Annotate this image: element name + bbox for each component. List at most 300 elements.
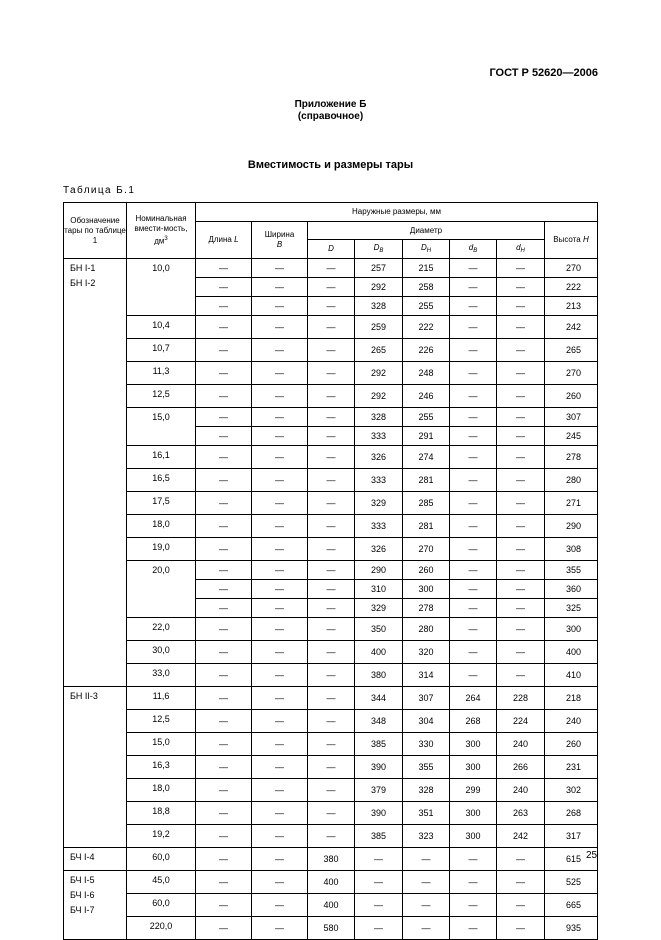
diameter-db-cell: 400 — [355, 641, 403, 664]
diameter-small-dh-cell: 228 — [497, 687, 545, 710]
width-cell: — — [252, 469, 308, 492]
table-row — [64, 871, 598, 894]
diameter-small-db-cell: 299 — [450, 779, 497, 802]
diameter-d-cell: — — [308, 599, 355, 618]
diameter-small-dh-cell: — — [497, 561, 545, 580]
height-cell: 280 — [545, 469, 598, 492]
width-cell: — — [252, 618, 308, 641]
length-cell: — — [196, 779, 252, 802]
diameter-small-db-cell: 300 — [450, 733, 497, 756]
designation-label: БЧ I-7 — [70, 905, 95, 915]
table-row — [64, 687, 598, 710]
diameter-small-dh-cell: — — [497, 492, 545, 515]
diameter-d-cell: — — [308, 446, 355, 469]
diameter-small-dh-cell: — — [497, 446, 545, 469]
diameter-dh-cell: 351 — [403, 802, 450, 825]
diameter-small-db-cell: — — [450, 427, 497, 446]
capacity-cell: 16,3 — [127, 756, 196, 779]
height-cell: 317 — [545, 825, 598, 848]
diameter-d-cell: — — [308, 733, 355, 756]
diameter-d-cell: — — [308, 580, 355, 599]
diameter-dh-cell: 291 — [403, 427, 450, 446]
diameter-d-cell: — — [308, 362, 355, 385]
diameter-small-dh-cell: 240 — [497, 779, 545, 802]
length-cell: — — [196, 848, 252, 871]
height-cell: 307 — [545, 408, 598, 427]
width-cell: — — [252, 427, 308, 446]
length-cell: — — [196, 515, 252, 538]
diameter-d-cell: — — [308, 779, 355, 802]
diameter-dh-cell: 215 — [403, 259, 450, 278]
height-cell: 355 — [545, 561, 598, 580]
diameter-small-dh-cell: — — [497, 871, 545, 894]
length-cell: — — [196, 316, 252, 339]
diameter-small-dh-cell: 263 — [497, 802, 545, 825]
designation-label: БЧ I-6 — [70, 890, 95, 900]
diameter-small-dh-cell: — — [497, 515, 545, 538]
diameter-small-dh-cell: — — [497, 917, 545, 940]
capacity-cell: 11,6 — [127, 687, 196, 710]
diameter-d-cell: — — [308, 469, 355, 492]
width-cell: — — [252, 802, 308, 825]
diameter-small-db-cell: — — [450, 917, 497, 940]
diameter-dh-cell: 255 — [403, 297, 450, 316]
diameter-small-db-cell: — — [450, 848, 497, 871]
diameter-db-cell: 333 — [355, 515, 403, 538]
width-cell: — — [252, 297, 308, 316]
diameter-db-cell: 333 — [355, 469, 403, 492]
diameter-d-cell: — — [308, 802, 355, 825]
diameter-small-dh-cell: — — [497, 580, 545, 599]
table-row — [64, 802, 598, 825]
height-cell: 325 — [545, 599, 598, 618]
width-cell: — — [252, 561, 308, 580]
width-cell: — — [252, 848, 308, 871]
diameter-small-db-cell: — — [450, 259, 497, 278]
diameter-small-db-cell: — — [450, 385, 497, 408]
diameter-db-cell: 257 — [355, 259, 403, 278]
diameter-db-cell: 328 — [355, 297, 403, 316]
diameter-d-cell: — — [308, 710, 355, 733]
capacity-cell: 30,0 — [127, 641, 196, 664]
height-cell: 290 — [545, 515, 598, 538]
diameter-small-db-cell: — — [450, 492, 497, 515]
diameter-small-db-cell: — — [450, 408, 497, 427]
length-cell: — — [196, 339, 252, 362]
capacity-cell: 12,5 — [127, 385, 196, 408]
diameter-small-db-cell: — — [450, 599, 497, 618]
diameter-small-dh-cell: 240 — [497, 733, 545, 756]
table-row — [64, 492, 598, 515]
width-cell: — — [252, 641, 308, 664]
diameter-dh-cell: 285 — [403, 492, 450, 515]
height-cell: 268 — [545, 802, 598, 825]
table-row — [64, 469, 598, 492]
table-row — [64, 339, 598, 362]
width-cell: — — [252, 362, 308, 385]
diameter-db-cell: 290 — [355, 561, 403, 580]
diameter-small-db-cell: — — [450, 469, 497, 492]
width-cell: — — [252, 580, 308, 599]
height-cell: 213 — [545, 297, 598, 316]
height-cell: 260 — [545, 385, 598, 408]
length-cell: — — [196, 917, 252, 940]
diameter-small-db-cell: — — [450, 297, 497, 316]
diameter-small-dh-cell: — — [497, 538, 545, 561]
diameter-db-cell: 350 — [355, 618, 403, 641]
length-cell: — — [196, 469, 252, 492]
diameter-small-db-cell: 264 — [450, 687, 497, 710]
width-cell: — — [252, 871, 308, 894]
diameter-small-db-cell: — — [450, 339, 497, 362]
diameter-small-dh-cell: — — [497, 599, 545, 618]
length-cell: — — [196, 871, 252, 894]
height-cell: 260 — [545, 733, 598, 756]
diameter-dh-cell: — — [403, 894, 450, 917]
designation-cell — [64, 871, 127, 940]
header-diameter-d: D — [308, 240, 355, 259]
table-row — [64, 664, 598, 687]
diameter-small-dh-cell: — — [497, 848, 545, 871]
width-cell: — — [252, 408, 308, 427]
diameter-small-db-cell: — — [450, 664, 497, 687]
width-cell: — — [252, 599, 308, 618]
diameter-small-db-cell: — — [450, 278, 497, 297]
designation-label: БН I-1 — [70, 263, 96, 273]
length-cell: — — [196, 427, 252, 446]
diameter-dh-cell: 258 — [403, 278, 450, 297]
capacity-cell: 10,0 — [127, 259, 196, 316]
header-length: Длина L — [196, 222, 252, 259]
length-cell: — — [196, 825, 252, 848]
diameter-dh-cell: 274 — [403, 446, 450, 469]
capacity-cell: 15,0 — [127, 408, 196, 446]
table-body — [64, 259, 598, 940]
height-cell: 615 — [545, 848, 598, 871]
diameter-d-cell: — — [308, 641, 355, 664]
table-row — [64, 848, 598, 871]
diameter-small-dh-cell: — — [497, 316, 545, 339]
diameter-small-dh-cell: — — [497, 894, 545, 917]
diameter-small-db-cell: 300 — [450, 825, 497, 848]
table-row — [64, 641, 598, 664]
length-cell: — — [196, 259, 252, 278]
length-cell: — — [196, 385, 252, 408]
diameter-small-dh-cell: — — [497, 362, 545, 385]
diameter-dh-cell: 307 — [403, 687, 450, 710]
length-cell: — — [196, 580, 252, 599]
appendix-title: Приложение Б — [294, 99, 367, 110]
diameter-small-dh-cell: — — [497, 259, 545, 278]
diameter-d-cell: — — [308, 561, 355, 580]
diameter-db-cell: 259 — [355, 316, 403, 339]
capacity-cell: 33,0 — [127, 664, 196, 687]
length-cell: — — [196, 561, 252, 580]
capacity-cell: 220,0 — [127, 917, 196, 940]
diameter-small-dh-cell: — — [497, 278, 545, 297]
table-row — [64, 779, 598, 802]
width-cell: — — [252, 492, 308, 515]
diameter-small-dh-cell: — — [497, 339, 545, 362]
width-cell: — — [252, 756, 308, 779]
diameter-dh-cell: 260 — [403, 561, 450, 580]
diameter-small-db-cell: — — [450, 538, 497, 561]
diameter-db-cell: — — [355, 871, 403, 894]
width-cell: — — [252, 385, 308, 408]
diameter-small-dh-cell: 242 — [497, 825, 545, 848]
diameter-small-dh-cell: 224 — [497, 710, 545, 733]
diameter-dh-cell: — — [403, 917, 450, 940]
table-row — [64, 618, 598, 641]
height-cell: 278 — [545, 446, 598, 469]
capacity-cell: 19,2 — [127, 825, 196, 848]
capacity-cell: 16,5 — [127, 469, 196, 492]
diameter-dh-cell: 280 — [403, 618, 450, 641]
diameter-db-cell: 348 — [355, 710, 403, 733]
diameter-dh-cell: 270 — [403, 538, 450, 561]
height-cell: 218 — [545, 687, 598, 710]
height-cell: 302 — [545, 779, 598, 802]
diameter-d-cell: — — [308, 538, 355, 561]
capacity-cell: 18,0 — [127, 779, 196, 802]
header-diameter-small-db: $d_В$ — [450, 240, 497, 259]
diameter-d-cell: — — [308, 825, 355, 848]
diameter-db-cell: 385 — [355, 733, 403, 756]
width-cell: — — [252, 515, 308, 538]
diameter-small-dh-cell: — — [497, 469, 545, 492]
diameter-d-cell: — — [308, 664, 355, 687]
diameter-d-cell: — — [308, 259, 355, 278]
width-cell: — — [252, 733, 308, 756]
diameter-d-cell: — — [308, 278, 355, 297]
diameter-d-cell: — — [308, 316, 355, 339]
capacity-cell: 10,7 — [127, 339, 196, 362]
diameter-d-cell: — — [308, 687, 355, 710]
diameter-small-dh-cell: — — [497, 297, 545, 316]
diameter-small-dh-cell: — — [497, 385, 545, 408]
capacity-cell: 60,0 — [127, 848, 196, 871]
capacity-cell: 12,5 — [127, 710, 196, 733]
diameter-d-cell: — — [308, 492, 355, 515]
length-cell: — — [196, 492, 252, 515]
page-number: 25 — [586, 850, 598, 861]
designation-cell — [64, 687, 127, 848]
designation-cell — [64, 848, 127, 871]
diameter-dh-cell: 246 — [403, 385, 450, 408]
diameter-db-cell: — — [355, 894, 403, 917]
length-cell: — — [196, 408, 252, 427]
height-cell: 400 — [545, 641, 598, 664]
diameter-db-cell: 379 — [355, 779, 403, 802]
diameter-d-cell: — — [308, 756, 355, 779]
diameter-small-dh-cell: — — [497, 427, 545, 446]
header-height: Высота H — [545, 222, 598, 259]
width-cell: — — [252, 316, 308, 339]
diameter-d-cell: — — [308, 427, 355, 446]
table-row — [64, 316, 598, 339]
diameter-db-cell: 329 — [355, 492, 403, 515]
height-cell: 270 — [545, 362, 598, 385]
diameter-db-cell: 329 — [355, 599, 403, 618]
table-row — [64, 825, 598, 848]
capacity-cell: 18,8 — [127, 802, 196, 825]
diameter-small-db-cell: — — [450, 515, 497, 538]
height-cell: 242 — [545, 316, 598, 339]
table-row — [64, 259, 598, 278]
designation-label: БЧ I-5 — [70, 875, 95, 885]
table-row — [64, 515, 598, 538]
diameter-small-db-cell: 300 — [450, 756, 497, 779]
length-cell: — — [196, 756, 252, 779]
diameter-d-cell: — — [308, 339, 355, 362]
capacity-cell: 20,0 — [127, 561, 196, 618]
diameter-db-cell: 385 — [355, 825, 403, 848]
table-row — [64, 362, 598, 385]
width-cell: — — [252, 339, 308, 362]
height-cell: 360 — [545, 580, 598, 599]
width-cell: — — [252, 278, 308, 297]
diameter-small-db-cell: — — [450, 561, 497, 580]
height-cell: 525 — [545, 871, 598, 894]
width-cell: — — [252, 538, 308, 561]
diameter-db-cell: — — [355, 848, 403, 871]
height-cell: 271 — [545, 492, 598, 515]
height-cell: 935 — [545, 917, 598, 940]
capacity-cell: 60,0 — [127, 894, 196, 917]
width-cell: — — [252, 779, 308, 802]
diameter-dh-cell: 314 — [403, 664, 450, 687]
diameter-db-cell: 326 — [355, 538, 403, 561]
diameter-db-cell: 292 — [355, 385, 403, 408]
diameter-db-cell: 310 — [355, 580, 403, 599]
header-diameter: Диаметр — [308, 222, 545, 240]
diameter-dh-cell: 248 — [403, 362, 450, 385]
capacity-cell: 10,4 — [127, 316, 196, 339]
diameter-dh-cell: 328 — [403, 779, 450, 802]
height-cell: 222 — [545, 278, 598, 297]
dimensions-table — [63, 202, 598, 940]
length-cell: — — [196, 641, 252, 664]
diameter-dh-cell: 355 — [403, 756, 450, 779]
diameter-d-cell: — — [308, 515, 355, 538]
capacity-cell: 18,0 — [127, 515, 196, 538]
height-cell: 410 — [545, 664, 598, 687]
diameter-small-db-cell: 300 — [450, 802, 497, 825]
diameter-db-cell: 328 — [355, 408, 403, 427]
length-cell: — — [196, 618, 252, 641]
header-designation: Обозначение тары по таблице 1 — [64, 203, 127, 259]
length-cell: — — [196, 362, 252, 385]
diameter-d-cell: — — [308, 297, 355, 316]
diameter-db-cell: — — [355, 917, 403, 940]
diameter-d-cell: — — [308, 408, 355, 427]
capacity-cell: 11,3 — [127, 362, 196, 385]
height-cell: 245 — [545, 427, 598, 446]
capacity-cell: 45,0 — [127, 871, 196, 894]
diameter-small-db-cell: — — [450, 871, 497, 894]
designation-cell — [64, 259, 127, 687]
diameter-dh-cell: 281 — [403, 469, 450, 492]
diameter-small-db-cell: — — [450, 362, 497, 385]
diameter-db-cell: 380 — [355, 664, 403, 687]
diameter-d-cell: — — [308, 385, 355, 408]
height-cell: 265 — [545, 339, 598, 362]
table-label: Таблица Б.1 — [63, 185, 136, 196]
diameter-small-db-cell: 268 — [450, 710, 497, 733]
header-outer-dimensions: Наружные размеры, мм — [196, 203, 598, 222]
capacity-cell: 19,0 — [127, 538, 196, 561]
table-row — [64, 733, 598, 756]
diameter-dh-cell: 222 — [403, 316, 450, 339]
header-diameter-dh: $D_Н$ — [403, 240, 450, 259]
diameter-small-dh-cell: — — [497, 641, 545, 664]
diameter-dh-cell: 320 — [403, 641, 450, 664]
diameter-dh-cell: — — [403, 848, 450, 871]
diameter-dh-cell: 278 — [403, 599, 450, 618]
width-cell: — — [252, 825, 308, 848]
section-title: Вместимость и размеры тары — [247, 159, 414, 171]
width-cell: — — [252, 710, 308, 733]
diameter-dh-cell: 226 — [403, 339, 450, 362]
capacity-cell: 22,0 — [127, 618, 196, 641]
table-row — [64, 917, 598, 940]
diameter-small-db-cell: — — [450, 641, 497, 664]
height-cell: 665 — [545, 894, 598, 917]
table-row — [64, 561, 598, 580]
standard-number: ГОСТ Р 52620—2006 — [489, 67, 598, 79]
height-cell: 270 — [545, 259, 598, 278]
table-row — [64, 756, 598, 779]
diameter-small-dh-cell: 266 — [497, 756, 545, 779]
diameter-dh-cell: 304 — [403, 710, 450, 733]
capacity-cell: 17,5 — [127, 492, 196, 515]
diameter-dh-cell: 330 — [403, 733, 450, 756]
height-cell: 308 — [545, 538, 598, 561]
width-cell: — — [252, 664, 308, 687]
table-row — [64, 385, 598, 408]
diameter-db-cell: 326 — [355, 446, 403, 469]
diameter-d-cell: 400 — [308, 871, 355, 894]
designation-label: БН I-2 — [70, 278, 96, 288]
diameter-d-cell: — — [308, 618, 355, 641]
width-cell: — — [252, 917, 308, 940]
diameter-small-dh-cell: — — [497, 408, 545, 427]
header-diameter-small-dh: $d_Н$ — [497, 240, 545, 259]
diameter-dh-cell: 300 — [403, 580, 450, 599]
diameter-small-db-cell: — — [450, 316, 497, 339]
diameter-db-cell: 292 — [355, 278, 403, 297]
capacity-cell: 15,0 — [127, 733, 196, 756]
length-cell: — — [196, 278, 252, 297]
diameter-db-cell: 344 — [355, 687, 403, 710]
diameter-db-cell: 292 — [355, 362, 403, 385]
height-cell: 240 — [545, 710, 598, 733]
length-cell: — — [196, 802, 252, 825]
diameter-d-cell: 400 — [308, 894, 355, 917]
diameter-small-dh-cell: — — [497, 618, 545, 641]
width-cell: — — [252, 446, 308, 469]
header-width: Ширина B — [252, 222, 308, 259]
diameter-d-cell: 380 — [308, 848, 355, 871]
table-row — [64, 446, 598, 469]
length-cell: — — [196, 297, 252, 316]
width-cell: — — [252, 687, 308, 710]
table-row — [64, 710, 598, 733]
capacity-cell: 16,1 — [127, 446, 196, 469]
diameter-small-db-cell: — — [450, 618, 497, 641]
height-cell: 231 — [545, 756, 598, 779]
length-cell: — — [196, 446, 252, 469]
